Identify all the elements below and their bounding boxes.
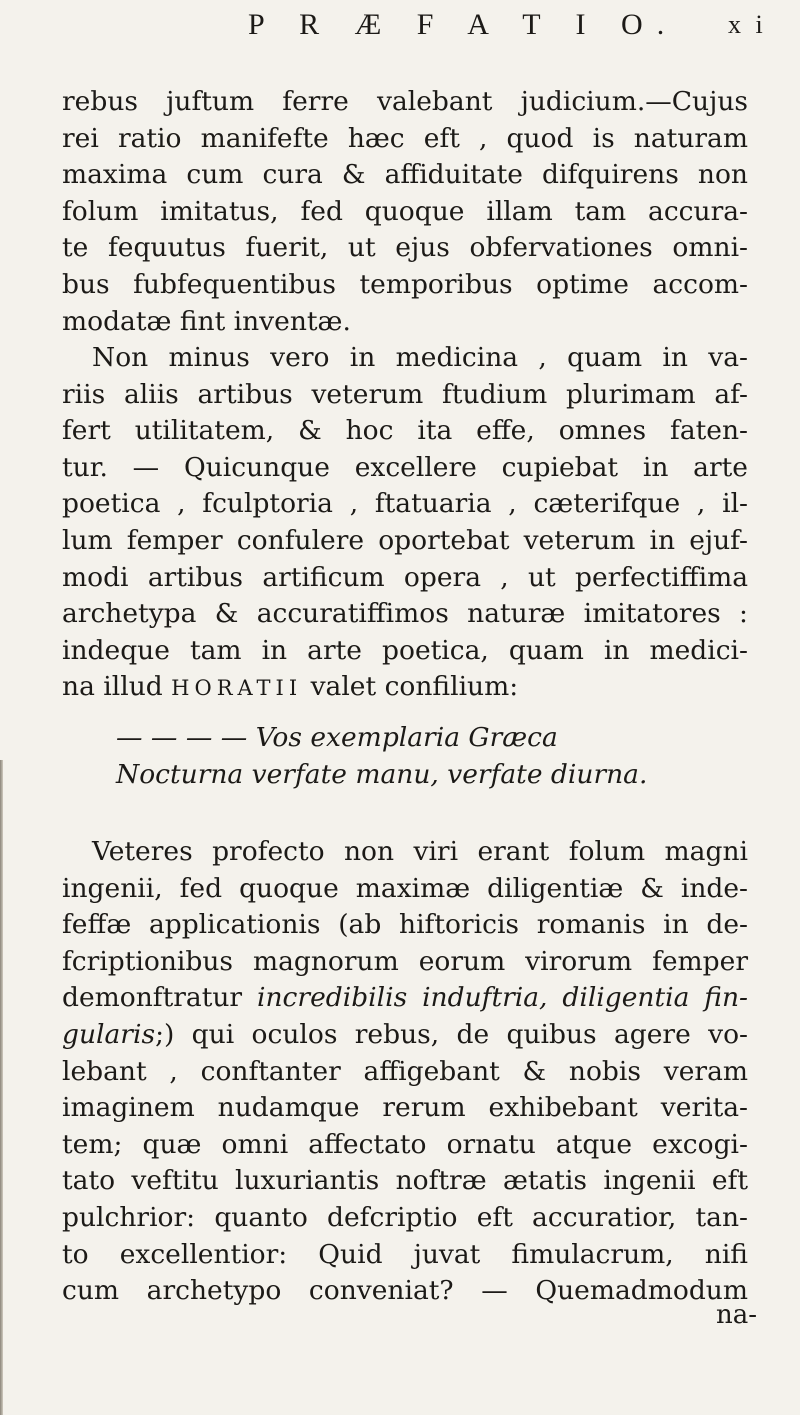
paragraph-1: [62, 84, 748, 340]
text-line: lum femper confulere oportebat veterum in ejuf-: [62, 524, 748, 556]
text-line: te fequutus fuerit, ut ejus obfervationes omni-: [62, 232, 748, 264]
author-name: HORATII: [171, 676, 303, 701]
text-span: ;) qui oculos rebus, de quibus agere vo-: [155, 1018, 748, 1050]
text-line: tato veftitu luxuriantis noftræ ætatis ingenii eft: [62, 1165, 748, 1197]
text-span: na illud: [62, 671, 172, 703]
text-line: fcriptionibus magnorum eorum virorum femper: [62, 945, 748, 977]
text-line: modatæ fint inventæ.: [62, 305, 351, 337]
running-head: [0, 8, 800, 48]
page-edge-shadow: [0, 760, 3, 1415]
text-span: valet confilium:: [302, 671, 519, 703]
italic-phrase: gularis: [62, 1018, 156, 1050]
text-line: ingenii, fed quoque maximæ diligentiæ & inde-: [62, 872, 748, 904]
text-line: poetica , fculptoria , ftatuaria , cæterifque , il-: [62, 488, 748, 520]
text-line: to excellentior: Quid juvat fimulacrum, nifi: [62, 1238, 748, 1270]
text-line: cum archetypo conveniat? — Quemadmodum: [62, 1275, 748, 1307]
running-title: P R Æ F A T I O.: [248, 8, 679, 41]
text-line: fert utilitatem, & hoc ita effe, omnes faten-: [62, 415, 748, 447]
verse-quotation: [116, 720, 676, 793]
paragraph-3: [62, 834, 748, 1310]
paragraph-2: [62, 340, 748, 706]
text-line: riis aliis artibus veterum ftudium plurimam af-: [62, 378, 748, 410]
text-line: Veteres profecto non viri erant folum magni: [92, 836, 748, 867]
text-line: imaginem nudamque rerum exhibebant verita-: [62, 1092, 748, 1124]
text-line: folum imitatus, fed quoque illam tam accura-: [62, 195, 748, 227]
text-line: archetypa & accuratiffimos naturæ imitatores :: [62, 598, 748, 630]
text-line: rebus juftum ferre valebant judicium.—Cujus: [62, 86, 748, 117]
text-line: [62, 669, 748, 706]
text-line: lebant , conftanter affigebant & nobis veram: [62, 1055, 748, 1087]
text-line: [62, 1017, 748, 1054]
text-line: modi artibus artificum opera , ut perfectiffima: [62, 561, 748, 593]
verse-line: Nocturna verfate manu, verfate diurna.: [116, 758, 648, 790]
text-span: demonftratur: [62, 982, 258, 1014]
text-line: rei ratio manifefte hæc eft , quod is naturam: [62, 122, 748, 154]
text-line: feffæ applicationis (ab hiftoricis romanis in de-: [62, 909, 748, 941]
catchword: na-: [716, 1300, 758, 1330]
text-line: tem; quæ omni affectato ornatu atque excogi-: [62, 1128, 748, 1160]
text-line: tur. — Quicunque excellere cupiebat in arte: [62, 451, 748, 483]
text-line: Non minus vero in medicina , quam in va-: [92, 342, 748, 373]
text-line: [62, 980, 748, 1017]
verse-line: — — — — Vos exemplaria Græca: [116, 722, 558, 753]
text-line: pulchrior: quanto defcriptio eft accuratior, tan-: [62, 1201, 748, 1233]
text-line: bus fubfequentibus temporibus optime accom-: [62, 268, 748, 300]
page-number: x i: [728, 10, 767, 39]
italic-phrase: incredibilis induftria, diligentia fin-: [257, 982, 748, 1014]
text-line: indeque tam in arte poetica, quam in medici-: [62, 634, 748, 666]
text-line: maxima cum cura & affiduitate difquirens non: [62, 159, 748, 191]
